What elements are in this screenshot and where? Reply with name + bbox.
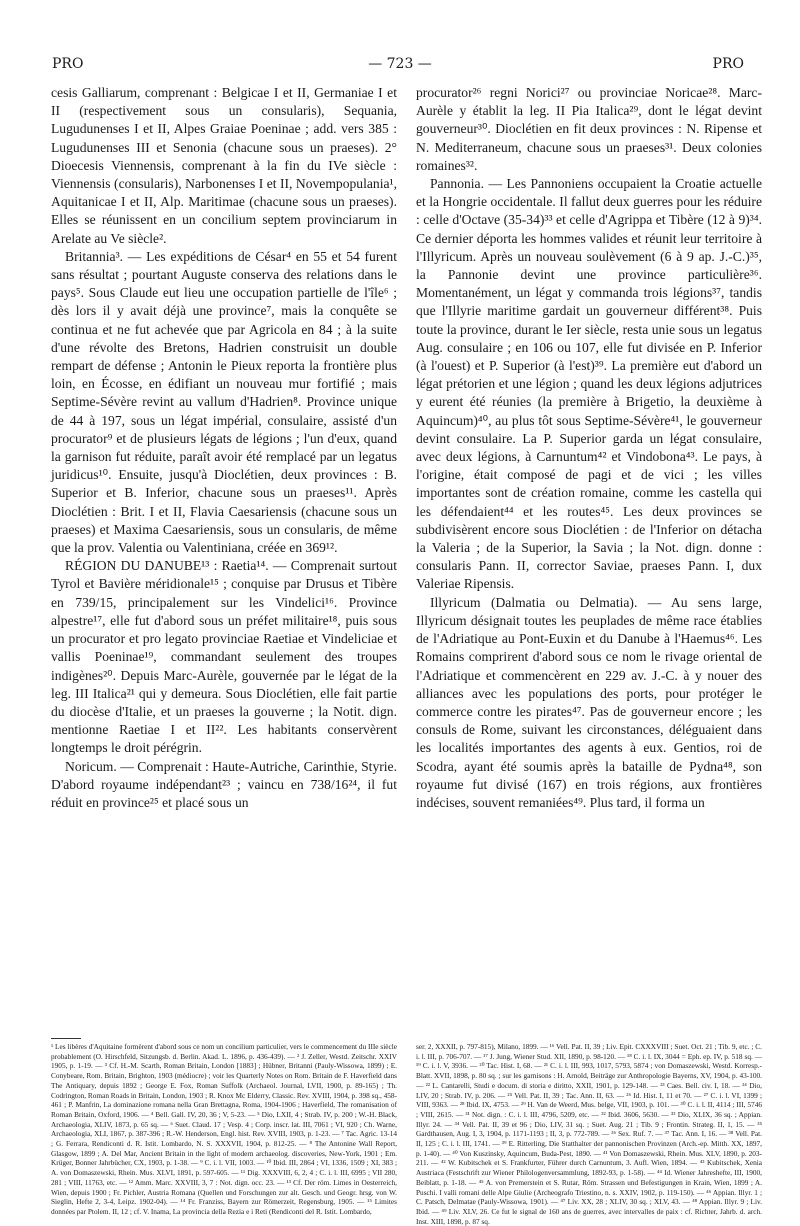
footnote-rule xyxy=(51,1038,81,1039)
right-column xyxy=(416,84,762,812)
footnotes-left: ¹ Les libères d'Aquitaine formèrent d'abord sous ce nom un concilium particulier, vers le commencement du IIIe siècle probablement (O. Hirschfeld, Sitzungsb. d. Berlin. Akad. L. 1896, p. 436-439). — ² J. Zeller, Westd. Zeitschr. XXIV 1905, p. 1-19. — ³ Cf. H.-M. Scarth, Roman Britain, London [1883] ; Hübner, Britanni (Pauly-Wissowa, 1899) ; E. Conybeare, Rom. Britain, Brighton, 1903 (médiocre) ; voir les Quarterly Notes on Rom. Britain de F. Haverfield dans The Antiquary, depuis 1892 ; George E. Fox, Roman Suffolk (Archaeol. Journal, LVII, 1900, p. 89-165) ; Th. Codrington, Roman Roads in Britain, London, 1903 ; R. Knox Mc Elderry, Classic. Rev. XVIII, 1904, p. 398 sq., 458-461 ; P. Manfrin, La dominazione romana nella Gran Brettagna, Roma, 1904-1906 ; Haverfield, The romanisation of Roman Britain, Oxford, 1906. — ⁴ Bell. Gall. IV, 20, 36 ; V, 5-23. — ⁵ Dio, LXII, 4 ; Strab. IV, p. 200 ; W.-H. Black, Archaeologia, XLIV, 1873, p. 65 sq. — ⁶ Suet. Claud. 17 ; Vesp. 4 ; Corp. inscr. lat. III, 7061 ; VI, 920 ; Ch. Warne, Archaeologia, XLI, 1867, p. 387-396 ; R.-W. Henderson, Engl. hist. Rev. XVIII, 1903, p. 1-23. — ⁷ Tac. Agric. 13-14 ; G. Ferrara, Rendiconti d. R. Istit. Lombardo, N. S. XXXVII, 1904, p. 812-25. — ⁸ The Antonine Wall Report, Glasgow, 1899 ; A. Del Mar, Ancient Britain in the light of modern archaeolog. discoveries, New-York, 1901 ; Em. Krüger, Bonner Jahrbücher, CX, 1903, p. 1-38. — ⁹ C. i. l. VII, 1003. — ¹⁰ Ibid. III, 2864 ; VI, 1336, 1509 ; XI, 383 ; A. von Domaszewski, Rhein. Mus. XLVI, 1891, p. 597-605. — ¹¹ Dig. XXXVIII, 6, 2, 4 ; C. i. l. III, 6995 ; VII 280, 281 ; VIII, 11763, etc. — ¹² Amm. Marc. XXVIII, 3, 7 : Not. dign. occ. 23. — ¹³ Cf. Der röm. Limes in Oesterreich, Wien, depuis 1900 ; Fr. Pichler, Austria Romana (Quellen und Forschungen zur alt. Gesch. und Geogr. hrsg. von W. Sieglin, Hefte 2, 3-4, Leipz. 1902-04). — ¹⁴ Fr. Franziss, Bayern zur Römerzeit, Regensburg, 1905. — ¹⁵ Limites données par Ptolem. II, 12 ; cf. V. Inama, La provincia della Rezia e i Reti (Rendiconti del R. Istit. Lombardo, xyxy=(51,1042,397,1216)
page-number: — 723 — xyxy=(368,56,432,72)
footnotes-right: ser. 2, XXXII, p. 797-815), Milano, 1899. — ¹⁶ Vell. Pat. II, 39 ; Liv. Epit. CXXXVIII ; Suet. Oct. 21 ; Tib. 9, etc. ; C. i. l. III, p. 706-707. — ¹⁷ J. Jung, Wiener Stud. XII, 1890, p. 98-120. — ¹⁸ C. i. l. IX, 3044 = Eph. ep. IV, p. 518 sq. — ¹⁹ C. i. l. V, 3936. — ²⁰ Tac. Hist. I, 68. — ²¹ C. i. l. III, 993, 1017, 5793, 5874 ; von Domaszewski, Westd. Korresp.-Blatt. XVII, 1898, p. 80 sq. ; sur les garnisons : H. Arnold, Beiträge zur Anthropologie Bayerns, XV, 1904, p. 43-100. — ²² L. Cantarelli, Studi e docum. di storia e diritto, XXII, 1901, p. 129-148. — ²³ Caes. Bell. civ. I, 18. — ²⁴ Dio, LIV, 20 ; Strab. IV, p. 206. — ²⁵ Vell. Pat. II, 39 ; Tac. Ann. II, 63. — ²⁶ Id. Hist. I, 11 et 70. — ²⁷ C. i. l. VI, 1399 ; VIII, 9363. — ²⁸ Ibid. IX, 4753. — ²⁹ H. Van de Weerd, Mus. belge, VII, 1903, p. 101. — ³⁰ C. i. l. II, 4114 ; III, 5746 ; VIII, 2615. — ³¹ Not. dign. : C. i. l. III, 4796, 5209, etc. — ³² Ibid. 3606, 5630. — ³³ Dio, XLIX, 36 sq. ; Appian. Illyr. 24. — ³⁴ Vell. Pat. II, 39 et 96 ; Dio, LIV, 31 sq. ; Suet. Aug. 21 ; Tib. 9 ; Frontin. Strateg. II, 1, 15. — ³⁵ Gardthausen, Aug. I, 3, 1904, p. 1171-1193 ; II, 3, p. 772-789. — ³⁶ Sex. Ruf. 7. — ³⁷ Tac. Ann. I, 16. — ³⁸ Vell. Pat. II, 125 ; C. i. l. III, 1741. — ³⁹ E. Ritterling, Die Statthalter der pannonischen Provinzen (Arch.-ep. Mitth. XX, 1897, p. 1-40). — ⁴⁰ Von Kuszinsky, Aquincum, Buda-Pest, 1890. — ⁴¹ Von Domaszewski, Rhein. Mus. XLV, 1890, p. 203-211. — ⁴² W. Kubitschek et S. Frankfurter, Führer durch Carnuntum, 3. Aufl. Wien, 1894. — ⁴³ Kubitschek, Xenia Austriaca (Festschrift zur Wiener Philologenversammlung, 1892-93, p. 1-58). — ⁴⁴ Id. Wiener Jahreshefte, III, 1900, Beiblatt, p. 1-18. — ⁴⁵ A. von Premerstein et S. Rutar, Röm. Strassen und Befestigungen in Krain, Wien, 1899 ; A. Puschi. I valli romani delle Alpe Giulie (Archeografo Triestino, n. s. XXIV, 1902, p. 119-150). — ⁴⁶ Appian. Illyr. 1 ; C. Patsch, Delmatae (Pauly-Wissowa, 1901). — ⁴⁷ Liv. XX, 28 ; XLIV, 30 sq. ; XLV, 43. — ⁴⁸ Appian. Illyr. 9 ; Liv. Ibid. — ⁴⁹ Liv. XLV, 26. Ce fut le signal de 160 ans de guerres, avec intervalles de paix : cf. Richter, Jahrb. d. arch. Inst. XIII, 1898, p. 87 sq. xyxy=(416,1042,762,1226)
paragraph: procurator²⁶ regni Norici²⁷ ou provinciae Noricae²⁸. Marc-Aurèle y établit la leg. II Pia Italica²⁹, dont le légat devint gouverneur³⁰. Dioclétien en fit deux provinces : N. Ripense et N. Mediterraneum, chacune sous un praeses³¹. Deux colonies romaines³². xyxy=(416,85,762,173)
paragraph: cesis Galliarum, comprenant : Belgicae I et II, Germaniae I et II (respectivement sous un consularis), Sequania, Lugudunenses I et II, Alpes Graiae Poeninae ; add. vers 385 : Lugudunenses III et Senonia (chacune sous un praeses). 2° Dioecesis Viennensis, comprenant à la fin du IVe siècle : Viennensis (consularis), Narbonenses I et II, Novempopulania¹, Aquitanicae I et II, Alp. Maritimae (chacune sous un praeses). Elles se réunissent en un concilium septem provinciarum in Arelate au Ve siècle². xyxy=(51,85,397,246)
header-left-word: PRO xyxy=(52,56,84,72)
left-column xyxy=(51,84,397,812)
header-right-word: PRO xyxy=(712,56,744,72)
paragraph-pannonia: Pannonia. — Les Pannoniens occupaient la Croatie actuelle et la Hongrie occidentale. Il fallut deux guerres pour les réduire : celle d'Octave (35-34)³³ et celle d'Agrippa et Tibère (12 à 9)³⁴. Ce dernier déporta les hommes valides et réunit leur territoire à l'Illyricum. Après un nouveau soulèvement (6 à 9 ap. J.-C.)³⁵, la Pannonie devint une province particulière³⁶. Momentanément, un légat y commanda trois légions³⁷, tandis que l'Illyrie maritime gardait un gouverneur différent³⁸. Puis toute la province, durant le Ier siècle, resta unie sous un legatus Aug. consulaire ; en 106 ou 107, elle fut divisée en P. Inferior (à l'ouest) et P. Superior (à l'est)³⁹. La première eut d'abord un légat prétorien et une légion ; quand les deux légions adjutrices y eurent été réunies (la première à Brigetio, la deuxième à Aquincum)⁴⁰, au plus tôt sous Septime-Sévère⁴¹, le gouverneur devint consulaire. La P. Superior garda un légat consulaire, avec deux légions, à Carnuntum⁴² et Vindobona⁴³. Le pays, à l'origine, était composé de pagi et de vici ; les villes importantes sont de création romaine, comme les castella qui les défendaient⁴⁴ et les routes⁴⁵. Les deux provinces se subdivisèrent encore sous Dioclétien : de l'Inferior on détacha la Valeria ; de la Superior, la Savia ; la Not. dign. donne : consularis Pann. II, corrector Saviae, praeses Pann. I, dux Valeriae Ripensis. xyxy=(416,176,762,592)
paragraph-illyricum: Illyricum (Dalmatia ou Delmatia). — Au sens large, Illyricum désignait toutes les peuplades de même race établies de l'Adriatique au Pont-Euxin et du Danube à l'Haemus⁴⁶. Les Romains comprirent d'abord sous ce nom le rivage oriental de l'Adriatique et commencèrent en 229 av. J.-C. à y nouer des alliances avec les populations des ports, pour protéger le commerce contre les pirates⁴⁷. Pas de gouverneur encore ; les consuls de Rome, suivant les circonstances, déléguaient dans les localités importantes des agents à eux. Gentios, roi de Scodra, ayant été soumis après la bataille de Pydna⁴⁸, son royaume fut divisé (167) en trois régions, aux frontières indécises, souvent remaniées⁴⁹. Plus tard, il forma un xyxy=(416,594,762,810)
paragraph-noricum: Noricum. — Comprenait : Haute-Autriche, Carinthie, Styrie. D'abord royaume indépendant²³ ; vaincu en 738/16²⁴, il fut réduit en province²⁵ et placé sous un xyxy=(51,758,397,810)
paragraph-raetia: RÉGION DU DANUBE¹³ : Raetia¹⁴. — Comprenait surtout Tyrol et Bavière méridionale¹⁵ ; conquise par Drusus et Tibère en 739/15, principalement sur les Vindelici¹⁶. Province alpestre¹⁷, elle fut d'abord sous un préfet militaire¹⁸, puis sous un procurator et pro legato provinciae Raetiae et Vindeliciae et vallis Poeninae¹⁹, commandant seulement des troupes indigènes²⁰. Depuis Marc-Aurèle, gouvernée par le légat de la leg. III Italica²¹ qui y demeura. Sous Dioclétien, elle fait partie du diocèse d'Italie, et un praeses la gouverne ; la Notit. dign. mentionne Raetiae I et II²². Les habitants conservèrent longtemps le droit pérégrin. xyxy=(51,558,397,756)
running-header xyxy=(0,56,800,78)
paragraph-britannia: Britannia³. — Les expéditions de César⁴ en 55 et 54 furent sans résultat ; pourtant Auguste conserva des relations dans le pays⁵. Sous Claude eut lieu une occupation partielle de l'île⁶ ; dès lors il y avait déjà une province⁷, mais la conquête se continua et ne fut achevée que par Agricola en 84 ; à la suite d'une révolte des Bretons, Hadrien construisit un double rempart de défense ; Antonin le Pieux reporta la frontière plus loin, en Écosse, en édifiant un nouveau mur fortifié ; mais Septime-Sévère revint au vallum d'Hadrien⁸. Province unique de 44 à 197, sous un légat impérial, consulaire, assisté d'un procurator⁹ et de plusieurs légats de légions ; l'un d'eux, quand la garnison fut réduite, paraît avoir été remplacé par un legatus juridicus¹⁰. Ensuite, jusqu'à Dioclétien, deux provinces : B. Superior et B. Inferior, chacune sous un praeses¹¹. Après Dioclétien : Brit. I et II, Flavia Caesariensis (chacune sous un praeses) et Maxima Caesariensis, sous un consularis, de même que la prov. Valentia ou Valentiniana, créée en 369¹². xyxy=(51,248,397,556)
